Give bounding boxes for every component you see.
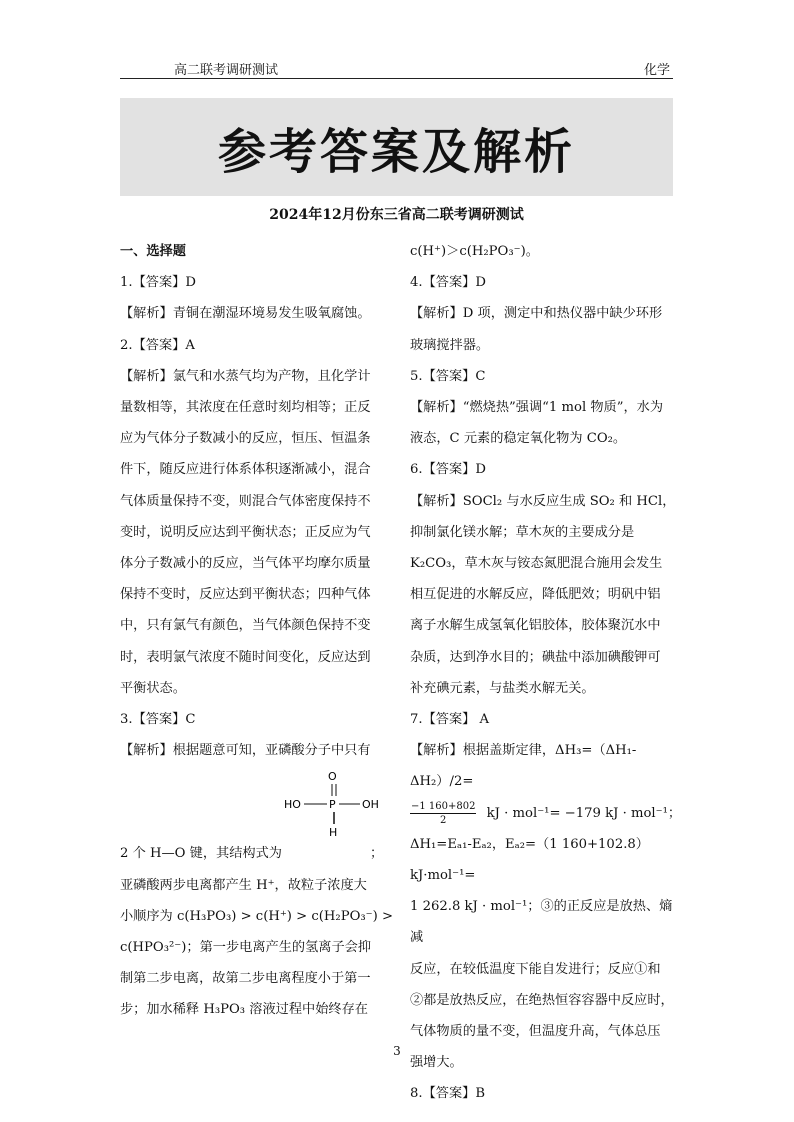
answer-line: 7.【答案】 A	[410, 712, 490, 728]
fraction-line	[410, 798, 685, 829]
page-header	[120, 56, 673, 79]
explanation-line: K₂CO₃，草木灰与铵态氮肥混合施用会发生	[410, 556, 663, 572]
explanation-line: 量数相等，其浓度在任意时刻均相等；正反	[120, 400, 371, 416]
explanation-line: 抑制氯化镁水解；草木灰的主要成分是	[410, 524, 635, 540]
structure-caption-line	[120, 838, 395, 869]
explanation-line: 补充碘元素，与盐类水解无关。	[410, 680, 595, 696]
page-number: 3	[393, 1044, 401, 1058]
explanation-line: 制第二步电离，故第二步电离程度小于第一	[120, 971, 371, 987]
fraction-numerator: −1 160+802	[411, 800, 476, 812]
fraction-denominator: 2	[440, 814, 447, 826]
structure-caption-text: 2 个 H—O 键，其结构式为	[120, 846, 282, 862]
answer-line: 2.【答案】A	[120, 337, 195, 353]
structure-group-ho: HO	[284, 798, 301, 812]
explanation-line: 杂质，达到净水目的；碘盐中添加碘酸钾可	[410, 649, 661, 665]
explanation-line: 【解析】SOCl₂ 与水反应生成 SO₂ 和 HCl，	[410, 493, 676, 509]
title-banner	[120, 98, 673, 196]
answer-line: 3.【答案】C	[120, 712, 196, 728]
exam-subtitle: 2024年12月份东三省高二联考调研测试	[269, 207, 524, 223]
answer-line: 8.【答案】B	[410, 1086, 486, 1102]
explanation-line: 变时，说明反应达到平衡状态；正反应为气	[120, 524, 371, 540]
explanation-line: 相互促进的水解反应，降低肥效；明矾中铝	[410, 587, 661, 603]
structure-caption-tail: ；	[370, 846, 384, 862]
explanation-line: 体分子数减小的反应，当气体平均摩尔质量	[120, 556, 371, 572]
explanation-line: ②都是放热反应，在绝热恒容容器中反应时，	[410, 992, 674, 1008]
explanation-line: 中，只有氯气有颜色，当气体颜色保持不变	[120, 618, 371, 634]
explanation-line: c(H⁺)＞c(H₂PO₃⁻)。	[410, 244, 539, 259]
phosphorous-acid-structure	[278, 768, 388, 840]
explanation-line: ΔH₁=Eₐ₁-Eₐ₂，Eₐ₂=（1 160+102.8）kJ·mol⁻¹=	[410, 836, 649, 884]
explanation-line: 时，表明氯气浓度不随时间变化，反应达到	[120, 649, 371, 665]
explanation-line: c(HPO₃²⁻)；第一步电离产生的氢离子会抑	[120, 940, 372, 956]
explanation-line: 【解析】青铜在潮湿环境易发生吸氧腐蚀。	[120, 306, 371, 322]
explanation-line: 【解析】根据题意可知，亚磷酸分子中只有	[120, 743, 371, 759]
left-column	[120, 236, 395, 1026]
enthalpy-fraction	[410, 800, 476, 827]
explanation-line: 件下，随反应进行体系体积逐渐减小，混合	[120, 462, 371, 478]
answer-line: 5.【答案】C	[410, 368, 486, 384]
fraction-tail: kJ · mol⁻¹= −179 kJ · mol⁻¹；	[482, 805, 682, 821]
header-exam-name: 高二联考调研测试	[174, 63, 279, 78]
explanation-line: 气体物质的量不变，但温度升高，气体总压	[410, 1024, 661, 1040]
answer-line: 4.【答案】D	[410, 275, 486, 291]
explanation-line: 【解析】“燃烧热”强调“1 mol 物质”，水为	[410, 400, 664, 416]
explanation-line: 气体质量保持不变，则混合气体密度保持不	[120, 493, 371, 509]
answer-line: 6.【答案】D	[410, 462, 486, 478]
explanation-line: 亚磷酸两步电离都产生 H⁺，故粒子浓度大	[120, 877, 367, 893]
page-title: 参考答案及解析	[217, 123, 575, 180]
explanation-line: 液态，C 元素的稳定氧化物为 CO₂。	[410, 431, 627, 447]
explanation-line: 离子水解生成氢氧化铝胶体，胶体聚沉水中	[410, 618, 661, 634]
structural-formula-area	[120, 766, 395, 838]
header-subject: 化学	[643, 63, 670, 78]
explanation-line: 保持不变时，反应达到平衡状态；四种气体	[120, 587, 371, 603]
explanation-line: 强增大。	[410, 1055, 463, 1071]
explanation-line: 玻璃搅拌器。	[410, 337, 490, 353]
structure-atom-p: P	[329, 798, 336, 812]
explanation-line: 【解析】根据盖斯定律，ΔH₃=（ΔH₁-ΔH₂）/2=	[410, 743, 637, 790]
structure-group-oh: OH	[362, 798, 379, 812]
section-heading: 一、选择题	[120, 244, 186, 259]
explanation-line: 1 262.8 kJ · mol⁻¹；③的正反应是放热、熵减	[410, 899, 673, 946]
explanation-line: 应为气体分子数减小的反应，恒压、恒温条	[120, 431, 371, 447]
explanation-line: 小顺序为 c(H₃PO₃) > c(H⁺) > c(H₂PO₃⁻) >	[120, 908, 394, 924]
structure-atom-o: O	[328, 770, 337, 784]
explanation-line: 步；加水稀释 H₃PO₃ 溶液过程中始终存在	[120, 1002, 368, 1018]
answer-line: 1.【答案】D	[120, 275, 196, 291]
structure-atom-h: H	[329, 826, 338, 840]
explanation-line: 【解析】D 项，测定中和热仪器中缺少环形	[410, 306, 663, 322]
explanation-line: 反应，在较低温度下能自发进行；反应①和	[410, 961, 661, 977]
right-column	[410, 236, 685, 1110]
explanation-line: 平衡状态。	[120, 680, 186, 696]
explanation-line: 【解析】氯气和水蒸气均为产物，且化学计	[120, 368, 371, 384]
